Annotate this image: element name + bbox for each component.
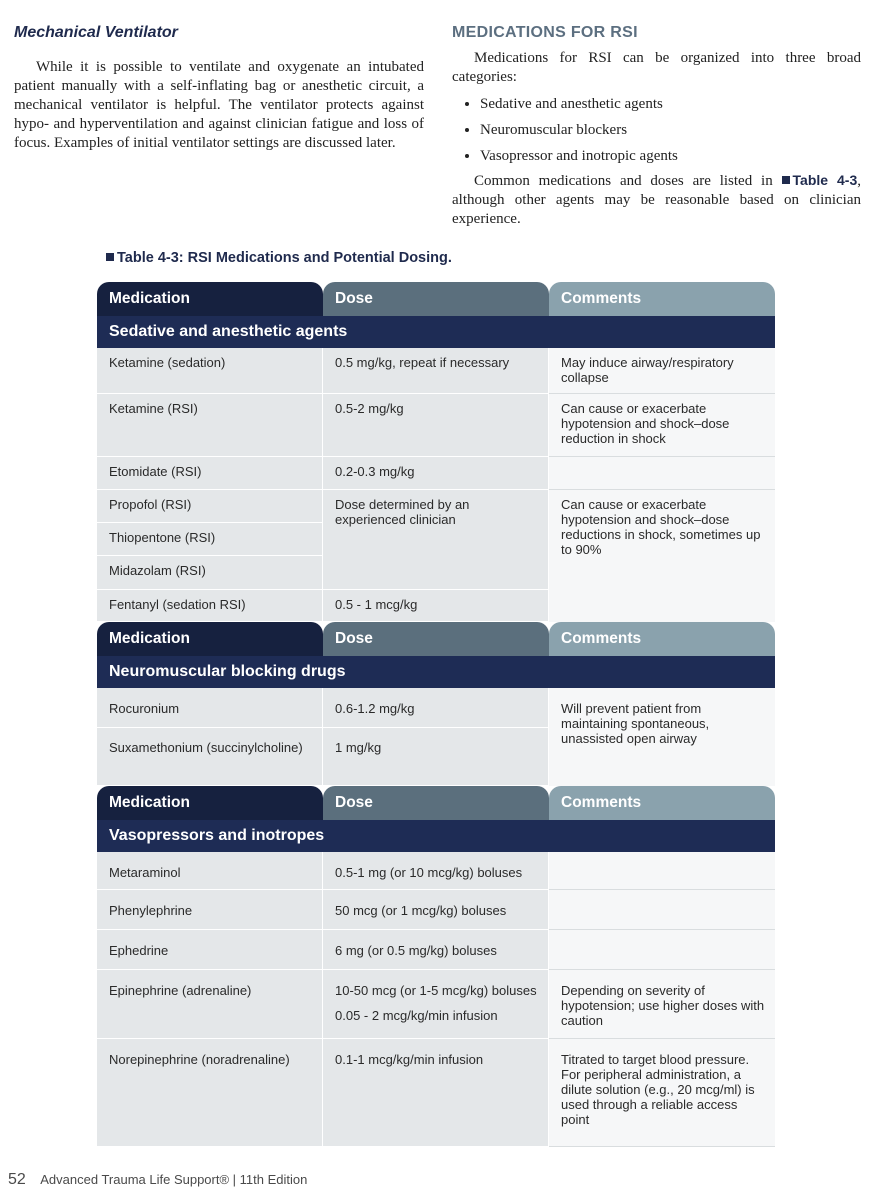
- medication-cell: Rocuronium: [97, 688, 323, 728]
- medication-cell: Phenylephrine: [97, 890, 323, 930]
- medication-cell: Thiopentone (RSI): [97, 523, 323, 556]
- comment-cell: [549, 930, 775, 970]
- square-bullet-icon: [782, 176, 790, 184]
- section-title: Mechanical Ventilator: [14, 24, 178, 41]
- medication-cell: Ketamine (RSI): [97, 394, 323, 457]
- medication-cell: Ketamine (sedation): [97, 348, 323, 394]
- table-caption-text: Table 4-3: RSI Medications and Potential Dosing.: [117, 250, 452, 266]
- section-paragraph: While it is possible to ventilate and oxygenate an intubated patient manually with a self-inflating bag or anesthetic circuit, a mechanical ventilator is helpful. The ventilator protects against hypo- and hyperventilation and against clinician fatigue and loss of focus. Examples of initial ventilator settings are discussed later.: [14, 59, 424, 151]
- list-item: • Vasopressor and inotropic agents: [480, 143, 861, 169]
- dose-cell: Dose determined by an experienced clinician: [323, 490, 549, 590]
- medication-cell: Etomidate (RSI): [97, 457, 323, 490]
- medication-cell: Fentanyl (sedation RSI): [97, 590, 323, 622]
- page-number: 52: [8, 1171, 26, 1188]
- group-title: Neuromuscular blocking drugs: [97, 656, 775, 688]
- table-reference-paragraph: [452, 171, 861, 229]
- mechanical-ventilator-section: [14, 24, 424, 153]
- dose-cell: 50 mcg (or 1 mcg/kg) boluses: [323, 890, 549, 930]
- dose-line: 10-50 mcg (or 1-5 mcg/kg) boluses: [335, 983, 537, 998]
- page-footer: [8, 1171, 307, 1189]
- medication-cell: Propofol (RSI): [97, 490, 323, 523]
- dose-cell: 0.1-1 mcg/kg/min infusion: [323, 1039, 549, 1147]
- comment-cell: Depending on severity of hypotension; use higher doses with caution: [549, 970, 775, 1039]
- comment-cell: Can cause or exacerbate hypotension and shock–dose reduction in shock: [549, 394, 775, 457]
- dose-cell: [323, 970, 549, 1039]
- table-reference-link[interactable]: [782, 172, 858, 188]
- intro-paragraph: Medications for RSI can be organized into three broad categories:: [452, 50, 861, 85]
- column-header-dose: Dose: [323, 622, 549, 656]
- table-reference-label: Table 4-3: [792, 172, 858, 188]
- dose-cell: 1 mg/kg: [323, 728, 549, 786]
- medication-cell: Metaraminol: [97, 852, 323, 890]
- medication-cell: Norepinephrine (noradrenaline): [97, 1039, 323, 1147]
- medications-for-rsi-section: [452, 24, 861, 229]
- column-header-medication: Medication: [97, 786, 323, 820]
- group-title: Vasopressors and inotropes: [97, 820, 775, 852]
- column-header-medication: Medication: [97, 282, 323, 316]
- list-item: • Sedative and anesthetic agents: [480, 91, 861, 117]
- comment-cell: Will prevent patient from maintaining spontaneous, unassisted open airway: [549, 688, 775, 786]
- comment-cell: Titrated to target blood pressure. For peripheral administration, a dilute solution (e.g., 20 mcg/ml) is used through a reliable access point: [549, 1039, 775, 1147]
- medication-cell: Epinephrine (adrenaline): [97, 970, 323, 1039]
- column-header-dose: Dose: [323, 282, 549, 316]
- category-list: [452, 91, 861, 169]
- medication-cell: Ephedrine: [97, 930, 323, 970]
- table-section-vasopressors: [97, 786, 775, 1147]
- dose-cell: 6 mg (or 0.5 mg/kg) boluses: [323, 930, 549, 970]
- group-title: Sedative and anesthetic agents: [97, 316, 775, 348]
- section-title: MEDICATIONS FOR RSI: [452, 24, 638, 41]
- table-section-neuromuscular: [97, 622, 775, 786]
- medication-cell: Suxamethonium (succinylcholine): [97, 728, 323, 786]
- comment-cell: [549, 890, 775, 930]
- square-bullet-icon: [106, 253, 114, 261]
- paragraph-text: Common medications and doses are listed in: [474, 173, 773, 189]
- column-header-medication: Medication: [97, 622, 323, 656]
- column-header-comments: Comments: [549, 786, 775, 820]
- comment-cell: May induce airway/respiratory collapse: [549, 348, 775, 394]
- dose-cell: 0.5 - 1 mcg/kg: [323, 590, 549, 622]
- dose-cell: 0.5 mg/kg, repeat if necessary: [323, 348, 549, 394]
- dose-cell: 0.6-1.2 mg/kg: [323, 688, 549, 728]
- dose-cell: 0.5-2 mg/kg: [323, 394, 549, 457]
- table-caption: [106, 250, 452, 266]
- table-section-sedatives: [97, 282, 775, 622]
- column-header-comments: Comments: [549, 622, 775, 656]
- medication-cell: Midazolam (RSI): [97, 556, 323, 590]
- rsi-medications-table: [97, 282, 775, 1147]
- column-header-comments: Comments: [549, 282, 775, 316]
- comment-cell: [549, 457, 775, 490]
- dose-line: 0.05 - 2 mcg/kg/min infusion: [335, 1008, 498, 1023]
- list-item: • Neuromuscular blockers: [480, 117, 861, 143]
- comment-cell: [549, 852, 775, 890]
- footer-title: Advanced Trauma Life Support® | 11th Edition: [40, 1172, 308, 1187]
- dose-cell: 0.2-0.3 mg/kg: [323, 457, 549, 490]
- dose-cell: 0.5-1 mg (or 10 mcg/kg) boluses: [323, 852, 549, 890]
- column-header-dose: Dose: [323, 786, 549, 820]
- paragraph-text: , although other agents may be reasonable based on clinician experience.: [452, 173, 861, 227]
- comment-cell: Can cause or exacerbate hypotension and shock–dose reductions in shock, sometimes up to 90%: [549, 490, 775, 622]
